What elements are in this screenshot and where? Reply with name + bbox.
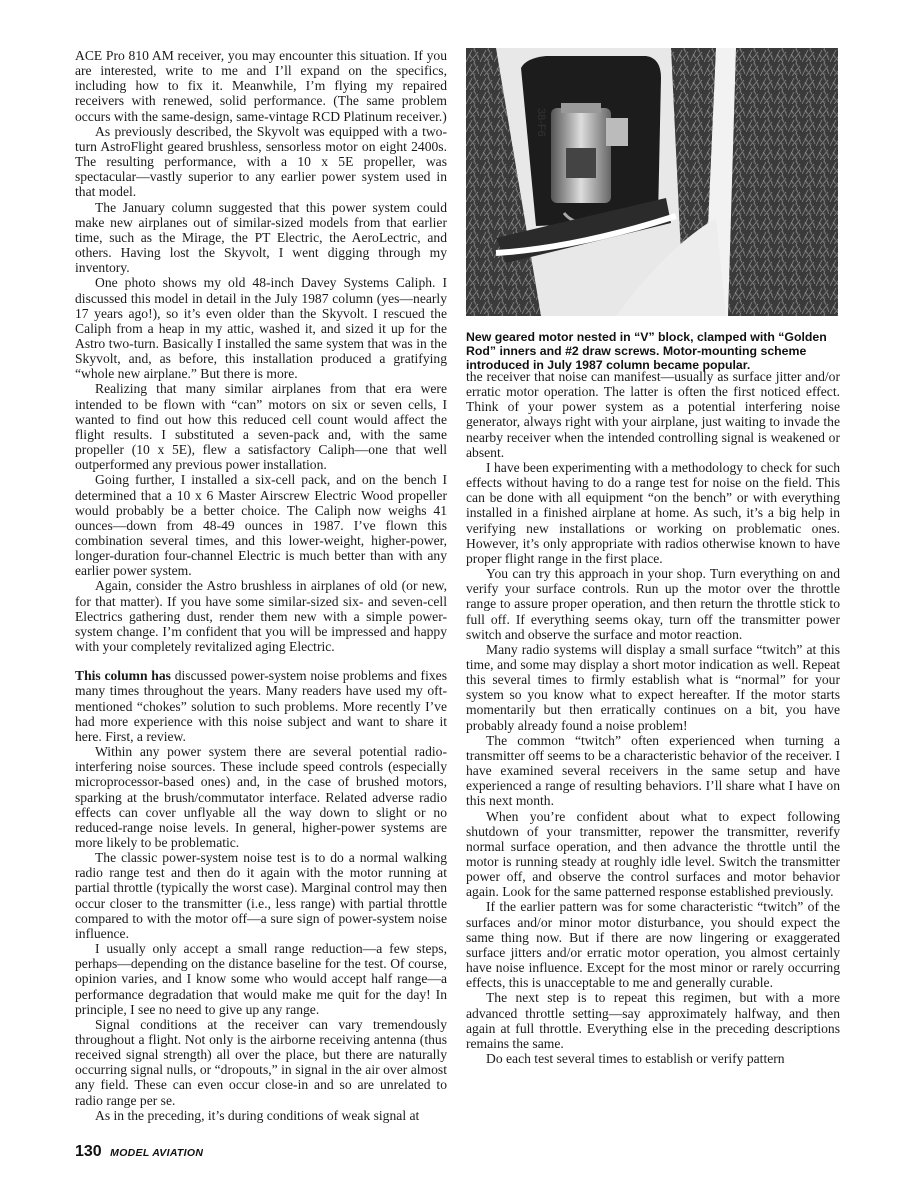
body-paragraph: The next step is to repeat this regimen, but with a more advanced throttle setting—say approximately halfway, and then again at full throttle. Everything else in the preceding descriptions remains the same. bbox=[466, 990, 840, 1051]
body-paragraph: Going further, I installed a six-cell pack, and on the bench I determined that a 10 x 6 Master Airscrew Electric Wood propeller would probably be a better choice. The Caliph now weighs 41 ounces—down from 48-49 ounces in 1987. I’ve flown this combination several times, and this lower-weight, higher-power, longer-duration four-channel Electric is much better than with any earlier power system. bbox=[75, 472, 447, 579]
section-start-paragraph bbox=[75, 668, 447, 744]
body-paragraph: Again, consider the Astro brushless in airplanes of old (or new, for that matter). If you have some similar-sized six- and seven-cell Electrics gathering dust, render them new with a simple power-system change. I’m confident that you will be impressed and happy with your completely revitalized aging Electric. bbox=[75, 578, 447, 655]
body-paragraph: As previously described, the Skyvolt was equipped with a two-turn AstroFlight geared brushless, sensorless motor on eight 2400s. The resulting performance, with a 10 x 5E propeller, was spectacular—vastly superior to any earlier power system used in that model. bbox=[75, 123, 447, 200]
photo-caption: New geared motor nested in “V” block, clamped with “Golden Rod” inners and #2 draw screws. Motor-mounting scheme introduced in July 1987 column became popular. bbox=[466, 330, 827, 373]
motor-photo-illustration bbox=[466, 48, 838, 316]
body-paragraph: When you’re confident about what to expect following shutdown of your transmitter, repower the transmitter, reverify normal surface operation, and then advance the throttle until the motor is running steady at roughly idle level. Switch the transmitter power off, and observe the control surfaces and motor behavior again. Look for the same patterned response established previously. bbox=[466, 808, 840, 900]
body-paragraph: Within any power system there are several potential radio-interfering noise sources. These include speed controls (especially microprocessor-based ones) and, in the case of brushed motors, sparking at the brush/commutator interface. Related adverse radio effects can cover unflyable all the way down to slight or no reduced-range noise levels. In general, higher-power systems are more likely to be problematic. bbox=[75, 744, 447, 850]
section-lead-continuation: discussed power-system noise problems and fixes many times throughout the years. Many readers have used my oft-mentioned “chokes” solution to such problems. More recently I’ve had more experience with this noise subject and want to share it here. First, a review. bbox=[75, 668, 447, 744]
fuselage-label: 38-F6 bbox=[535, 108, 547, 137]
body-paragraph: The January column suggested that this power system could make new airplanes out of similar-sized models from that earlier time, such as the Mirage, the PT Electric, the AeroLectric, and others. Having lost the Skyvolt, I went digging through my inventory. bbox=[75, 199, 447, 276]
section-lead: This column has bbox=[75, 668, 171, 684]
motor-photo bbox=[466, 48, 838, 316]
page-number: 130 bbox=[75, 1143, 102, 1160]
body-paragraph: Signal conditions at the receiver can vary tremendously throughout a flight. Not only is the airborne receiving antenna (thus received signal strength) all over the place, but there are naturally occurring signal nulls, or “dropouts,” in signal in the air over almost any field. These can even occur close-in and so are unrelated to radio range per se. bbox=[75, 1016, 447, 1108]
body-paragraph: the receiver that noise can manifest—usually as surface jitter and/or erratic motor operation. The latter is often the first noticed effect. Think of your power system as a potential interfering noise generator, always right with your airplane, just waiting to invade the nearby receiver when the intended controlling signal is weakened or absent. bbox=[466, 369, 840, 460]
body-paragraph: Realizing that many similar airplanes from that era were intended to be flown with “can” motors on six or seven cells, I wanted to find out how this reduced cell count would affect the flight results. I substituted a seven-pack and, with the same propeller (10 x 5E), flew a satisfactory Caliph—one that well outperformed any previous power installation. bbox=[75, 381, 447, 473]
body-paragraph: ACE Pro 810 AM receiver, you may encounter this situation. If you are interested, write to me and I’ll expand on the specifics, including how to fix it. Meanwhile, I’m flying my repaired receivers with renewed, solid performance. (The same problem occurs with the same-design, same-vintage RCD Platinum receiver.) bbox=[75, 48, 447, 124]
body-paragraph: I have been experimenting with a methodology to check for such effects without having to do a range test for noise on the field. This can be done with all equipment “on the bench” or with everything installed in a finished airplane at home. As such, it’s a big help in verifying new installations or working on problematic ones. However, it’s only appropriate with radios otherwise known to have proper flight range in the first place. bbox=[466, 459, 840, 566]
body-paragraph: As in the preceding, it’s during conditions of weak signal at bbox=[95, 1107, 420, 1123]
body-paragraph: One photo shows my old 48-inch Davey Systems Caliph. I discussed this model in detail in the July 1987 column (yes—nearly 17 years ago!), so it’s even older than the Skyvolt. I rescued the Caliph from a heap in my attic, washed it, and sized it up for the Astro two-turn. Basically I installed the same system that was in the Skyvolt, and, as before, this installation produced a gratifying “whole new airplane.” But there is more. bbox=[75, 275, 447, 382]
body-paragraph: The common “twitch” often experienced when turning a transmitter off seems to be a characteristic behavior of the receiver. I have examined several receivers in the same setup and have experienced a range of resulting behaviors. I’ll share what I have on this next month. bbox=[466, 732, 840, 809]
body-paragraph: The classic power-system noise test is to do a normal walking radio range test and then do it again with the motor running at partial throttle (typically the worst case). Marginal control may then occur closer to the transmitter (i.e., less range) with partial throttle compared to with the motor off—a sure sign of power-system noise influence. bbox=[75, 850, 447, 941]
left-column bbox=[75, 48, 447, 1123]
body-paragraph: If the earlier pattern was for some characteristic “twitch” of the surfaces and/or minor motor disturbance, you should expect the same thing now. But if there are now lingering or exaggerated surface jitters and/or erratic motor operation, you almost certainly have noise influence. Except for the most minor or rarely occurring effects, this is unacceptable to me and generally curable. bbox=[466, 899, 840, 991]
body-paragraph: You can try this approach in your shop. Turn everything on and verify your surface controls. Run up the motor over the throttle range to assure proper operation, and then return the throttle stick to full off. If everything seems okay, turn off the transmitter power switch and observe the surface and motor reaction. bbox=[466, 566, 840, 642]
page-footer bbox=[75, 1143, 203, 1161]
right-column bbox=[466, 369, 840, 1066]
body-paragraph: I usually only accept a small range reduction—a few steps, perhaps—depending on the distance baseline for the test. Of course, opinion varies, and I know some who would accept half range—a performance degradation that would make me quit for the day! In principle, I see no need to give up any range. bbox=[75, 941, 447, 1017]
body-paragraph: Do each test several times to establish or verify pattern bbox=[486, 1051, 785, 1067]
body-paragraph: Many radio systems will display a small surface “twitch” at this time, and some may display a short motor indication as well. Repeat this several times to firmly establish what is “normal” for your system so you know what to expect hereafter. If the motor starts momentarily but then erratically continues on a bit, you have probably already found a noise problem! bbox=[466, 641, 840, 733]
magazine-name: MODEL AVIATION bbox=[110, 1147, 204, 1159]
